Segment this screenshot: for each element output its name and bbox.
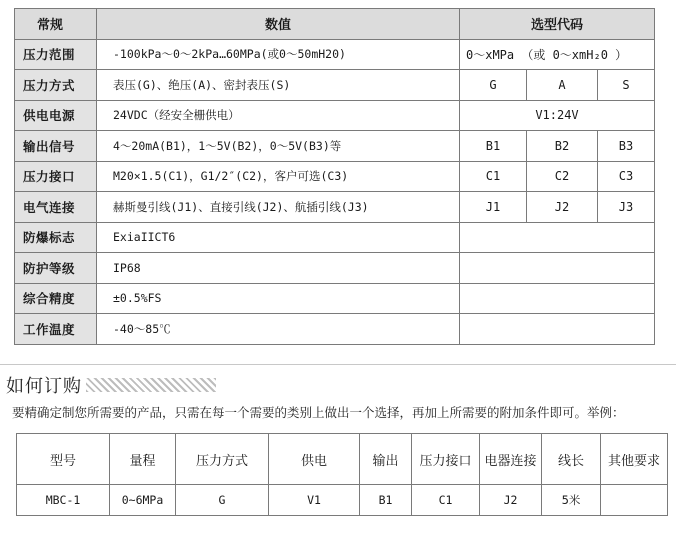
- spec-row-operating-temp: [15, 314, 655, 345]
- order-cell: C1: [412, 485, 480, 516]
- order-cell: V1: [269, 485, 360, 516]
- spec-label: 电气连接: [15, 192, 97, 223]
- order-header-cable-length: 线长: [542, 434, 601, 485]
- spec-value: ExiaIICT6: [97, 222, 460, 253]
- spec-code: C2: [527, 161, 598, 192]
- spec-label: 工作温度: [15, 314, 97, 345]
- spec-label: 供电电源: [15, 100, 97, 131]
- spec-label: 防爆标志: [15, 222, 97, 253]
- spec-value: -100kPa～0～2kPa…60MPa(或0～50mH20): [97, 39, 460, 70]
- divider: [0, 364, 676, 365]
- ordering-example-table: [16, 433, 668, 516]
- spec-header-general: 常规: [15, 9, 97, 40]
- order-cell: 5米: [542, 485, 601, 516]
- spec-code: B3: [598, 131, 655, 162]
- spec-code-empty: [460, 283, 655, 314]
- spec-code-empty: [460, 253, 655, 284]
- spec-row-pressure-port: [15, 161, 655, 192]
- order-header-other: 其他要求: [601, 434, 668, 485]
- spec-code-empty: [460, 222, 655, 253]
- spec-value: IP68: [97, 253, 460, 284]
- spec-code: J1: [460, 192, 527, 223]
- spec-header-code: 选型代码: [460, 9, 655, 40]
- order-cell: B1: [360, 485, 412, 516]
- spec-value: 赫斯曼引线(J1)、直接引线(J2)、航插引线(J3): [97, 192, 460, 223]
- spec-row-accuracy: [15, 283, 655, 314]
- spec-code: J2: [527, 192, 598, 223]
- spec-label: 压力方式: [15, 70, 97, 101]
- spec-code-empty: [460, 314, 655, 345]
- order-header-row: [17, 434, 668, 485]
- order-header-pressure-mode: 压力方式: [176, 434, 269, 485]
- spec-label: 输出信号: [15, 131, 97, 162]
- order-header-pressure-port: 压力接口: [412, 434, 480, 485]
- spec-value: ±0.5%FS: [97, 283, 460, 314]
- spec-code: S: [598, 70, 655, 101]
- spec-code: A: [527, 70, 598, 101]
- spec-label: 压力范围: [15, 39, 97, 70]
- spec-value: -40～85℃: [97, 314, 460, 345]
- ordering-title: 如何订购: [6, 376, 82, 397]
- spec-header-value: 数值: [97, 9, 460, 40]
- spec-row-pressure-range: [15, 39, 655, 70]
- spec-row-output-signal: [15, 131, 655, 162]
- spec-row-electrical-connection: [15, 192, 655, 223]
- spec-code: C3: [598, 161, 655, 192]
- order-cell: MBC-1: [17, 485, 110, 516]
- order-header-electrical: 电器连接: [480, 434, 542, 485]
- spec-code: C1: [460, 161, 527, 192]
- spec-row-explosion-proof: [15, 222, 655, 253]
- spec-code: J3: [598, 192, 655, 223]
- spec-code: B1: [460, 131, 527, 162]
- order-example-row: [17, 485, 668, 516]
- spec-value: M20×1.5(C1)，G1/2″(C2)，客户可选(C3): [97, 161, 460, 192]
- spec-code: B2: [527, 131, 598, 162]
- spec-value: 4～20mA(B1)，1～5V(B2)，0～5V(B3)等: [97, 131, 460, 162]
- spec-table: [14, 8, 655, 345]
- order-header-power: 供电: [269, 434, 360, 485]
- spec-value: 24VDC（经安全栅供电）: [97, 100, 460, 131]
- spec-code: 0～xMPa （或 0～xmH₂0 ）: [460, 39, 655, 70]
- ordering-instruction: 要精确定制您所需要的产品，只需在每一个需要的类别上做出一个选择，再加上所需要的附加条件即可。举例：: [12, 405, 625, 420]
- order-cell: J2: [480, 485, 542, 516]
- spec-row-protection-level: [15, 253, 655, 284]
- order-header-model: 型号: [17, 434, 110, 485]
- spec-label: 综合精度: [15, 283, 97, 314]
- spec-row-power-supply: [15, 100, 655, 131]
- spec-code: V1:24V: [460, 100, 655, 131]
- spec-header-row: [15, 9, 655, 40]
- spec-code: G: [460, 70, 527, 101]
- order-cell: G: [176, 485, 269, 516]
- spec-value: 表压(G)、绝压(A)、密封表压(S): [97, 70, 460, 101]
- order-header-range: 量程: [110, 434, 176, 485]
- spec-label: 防护等级: [15, 253, 97, 284]
- order-cell: [601, 485, 668, 516]
- spec-row-pressure-mode: [15, 70, 655, 101]
- order-cell: 0~6MPa: [110, 485, 176, 516]
- spec-label: 压力接口: [15, 161, 97, 192]
- order-header-output: 输出: [360, 434, 412, 485]
- title-decoration: [86, 378, 216, 392]
